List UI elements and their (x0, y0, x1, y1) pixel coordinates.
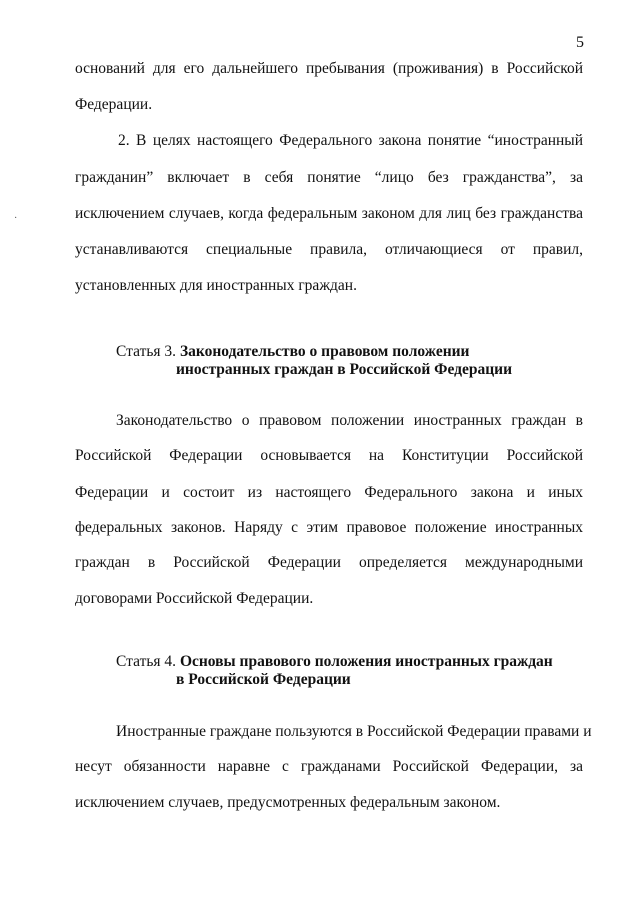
article-3-body-line: федеральных законов. Наряду с этим правовое положение иностранных (75, 519, 583, 536)
paragraph-1-line: Федерации. (75, 96, 153, 113)
article-4-title-line-1: Основы правового положения иностранных граждан (179, 653, 553, 670)
article-3-body-line: граждан в Российской Федерации определяется международными (75, 554, 583, 571)
paragraph-2-line: устанавливаются специальные правила, отличающиеся от правил, (75, 241, 583, 258)
article-4-body-line: исключением случаев, предусмотренных федеральным законом. (75, 794, 501, 811)
paragraph-2-line: исключением случаев, когда федеральным законом для лиц без гражданства (75, 205, 583, 222)
paragraph-2-line: 2. В целях настоящего Федерального закона понятие “иностранный (118, 132, 583, 149)
article-4-title-line-2: в Российской Федерации (176, 671, 351, 688)
margin-mark: · (14, 213, 18, 224)
paragraph-2-line: установленных для иностранных граждан. (75, 277, 357, 294)
article-3-body-line: Федерации и состоит из настоящего Федерального закона и иных (75, 484, 583, 501)
article-4-body-line: Иностранные граждане пользуются в Российской Федерации правами и (116, 723, 592, 740)
article-4-body-line: несут обязанности наравне с гражданами Российской Федерации, за (75, 758, 583, 775)
paragraph-1-line: оснований для его дальнейшего пребывания (проживания) в Российской (75, 60, 583, 77)
article-4-prefix: Статья 4. (116, 653, 180, 670)
article-3-body-line: договорами Российской Федерации. (75, 590, 314, 607)
page-number: 5 (576, 34, 584, 51)
paragraph-2-line: гражданин” включает в себя понятие “лицо без гражданства”, за (75, 169, 583, 186)
article-3-body-line: Российской Федерации основывается на Конституции Российской (75, 447, 583, 464)
article-3-title-line-1: Законодательство о правовом положении (179, 343, 470, 360)
article-3-prefix: Статья 3. (116, 343, 180, 360)
article-3-body-line: Законодательство о правовом положении иностранных граждан в (116, 412, 583, 429)
article-3-title-line-2: иностранных граждан в Российской Федерации (176, 361, 513, 378)
